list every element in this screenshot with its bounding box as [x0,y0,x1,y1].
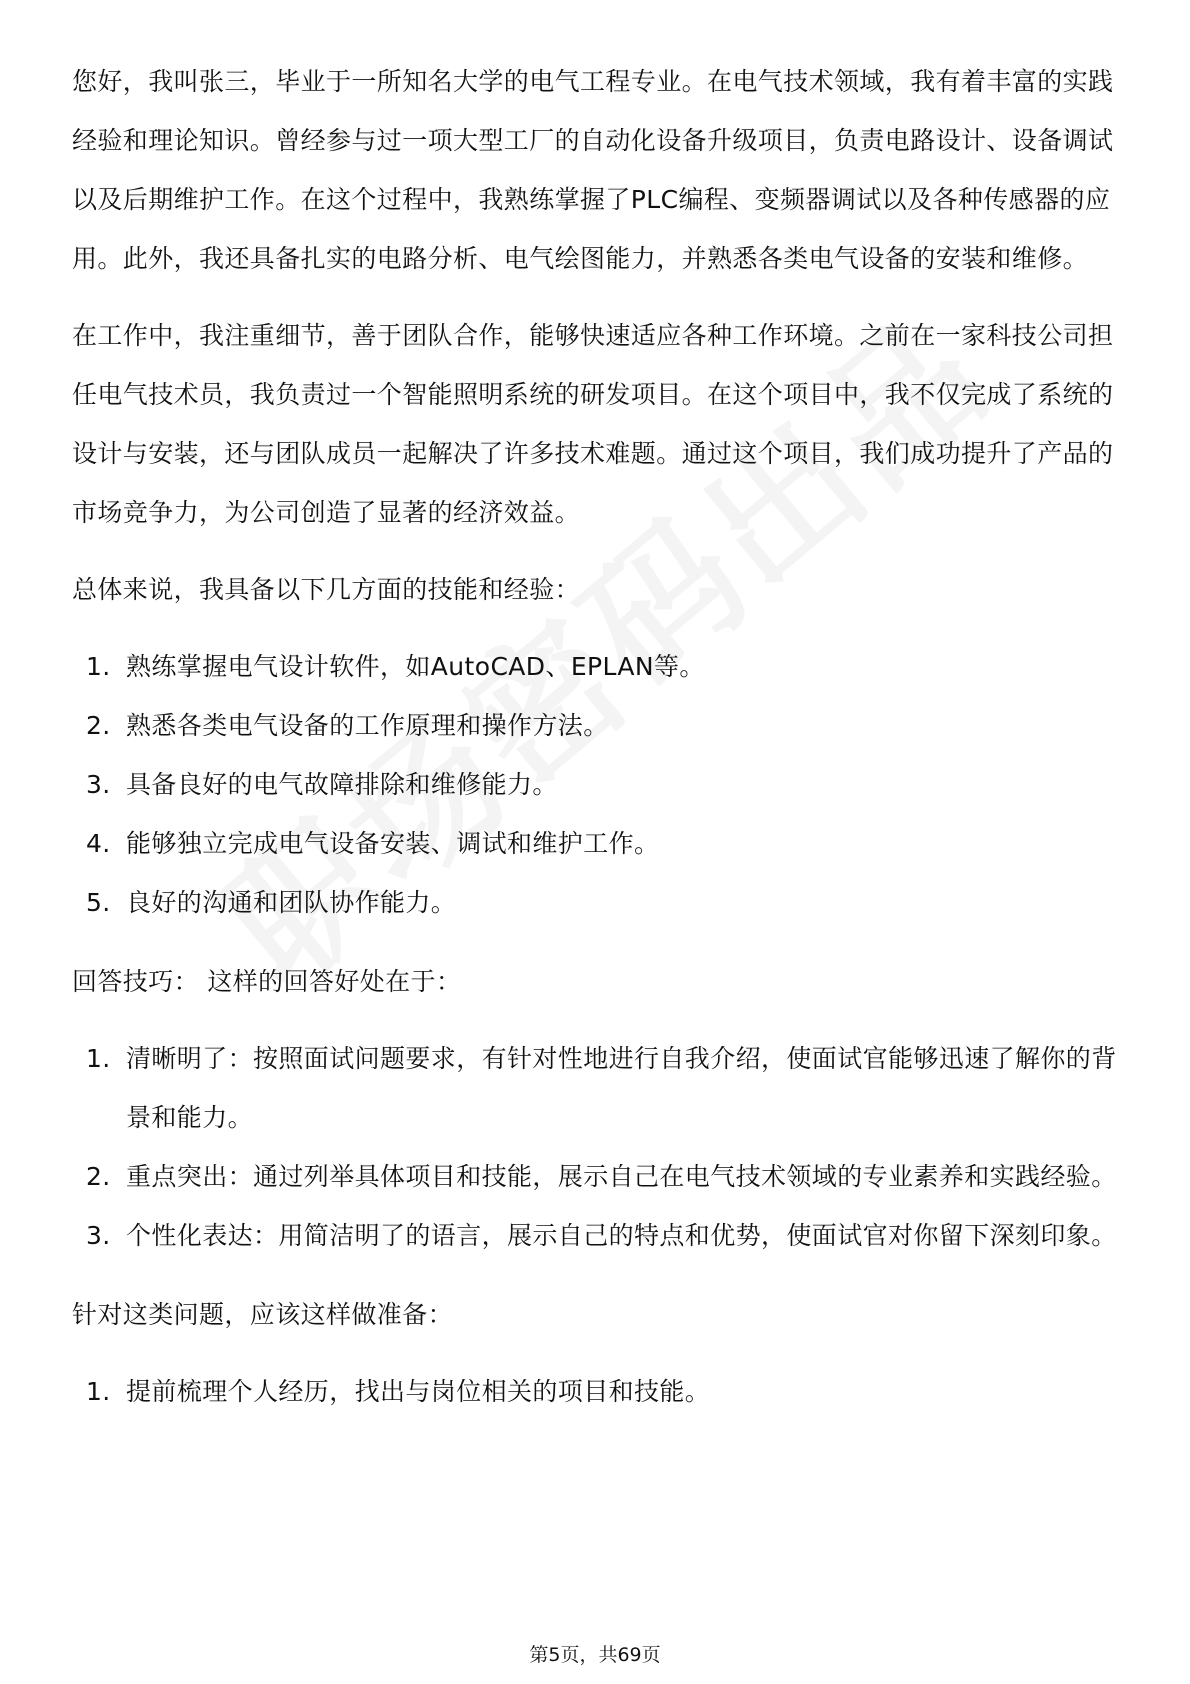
list-item-text: 良好的沟通和团队协作能力。 [126,888,457,917]
work-paragraph: 在工作中，我注重细节，善于团队合作，能够快速适应各种工作环境。之前在一家科技公司担任电气技术员，我负责过一个智能照明系统的研发项目。在这个项目中，我不仅完成了系统的设计与安装，还与团队成员一起解决了许多技术难题。通过这个项目，我们成功提升了产品的市场竞争力，为公司创造了显著的经济效益。 [72,321,1114,527]
list-item [72,814,1120,873]
list-number: 4. [86,829,111,858]
list-item-text: 能够独立完成电气设备安装、调试和维护工作。 [126,829,660,858]
list-number: 3. [86,770,111,799]
skills-list [72,637,1120,932]
prep-lead: 针对这类问题，应该这样做准备： [72,1300,454,1329]
list-number: 3. [86,1221,111,1250]
list-number: 1. [86,652,111,681]
list-number: 1. [86,1044,111,1073]
list-item [72,873,1120,932]
list-number: 2. [86,1162,111,1191]
list-number: 2. [86,711,111,740]
list-item [72,1029,1120,1147]
list-item-text: 个性化表达：用简洁明了的语言，展示自己的特点和优势，使面试官对你留下深刻印象。 [126,1221,1117,1250]
document-body [72,52,1120,1421]
tips-lead: 回答技巧： 这样的回答好处在于： [72,967,462,996]
list-item-text: 清晰明了：按照面试问题要求，有针对性地进行自我介绍，使面试官能够迅速了解你的背景和能力。 [126,1044,1117,1132]
list-item [72,755,1120,814]
summary-lead: 总体来说，我具备以下几方面的技能和经验： [72,575,581,604]
list-number: 1. [86,1377,111,1406]
prep-list [72,1362,1120,1421]
list-item [72,637,1120,696]
list-item [72,1362,1120,1421]
list-item-text: 熟练掌握电气设计软件，如AutoCAD、EPLAN等。 [126,652,705,681]
list-item [72,1147,1120,1206]
list-item-text: 具备良好的电气故障排除和维修能力。 [126,770,558,799]
page-number-footer: 第5页，共69页 [529,1644,661,1666]
list-item-text: 熟悉各类电气设备的工作原理和操作方法。 [126,711,609,740]
intro-paragraph: 您好，我叫张三，毕业于一所知名大学的电气工程专业。在电气技术领域，我有着丰富的实践经验和理论知识。曾经参与过一项大型工厂的自动化设备升级项目，负责电路设计、设备调试以及后期维护工作。在这个过程中，我熟练掌握了PLC编程、变频器调试以及各种传感器的应用。此外，我还具备扎实的电路分析、电气绘图能力，并熟悉各类电气设备的安装和维修。 [72,67,1114,273]
list-item [72,696,1120,755]
list-item-text: 提前梳理个人经历，找出与岗位相关的项目和技能。 [126,1377,711,1406]
list-item-text: 重点突出：通过列举具体项目和技能，展示自己在电气技术领域的专业素养和实践经验。 [126,1162,1117,1191]
list-item [72,1206,1120,1265]
list-number: 5. [86,888,111,917]
tips-list [72,1029,1120,1265]
